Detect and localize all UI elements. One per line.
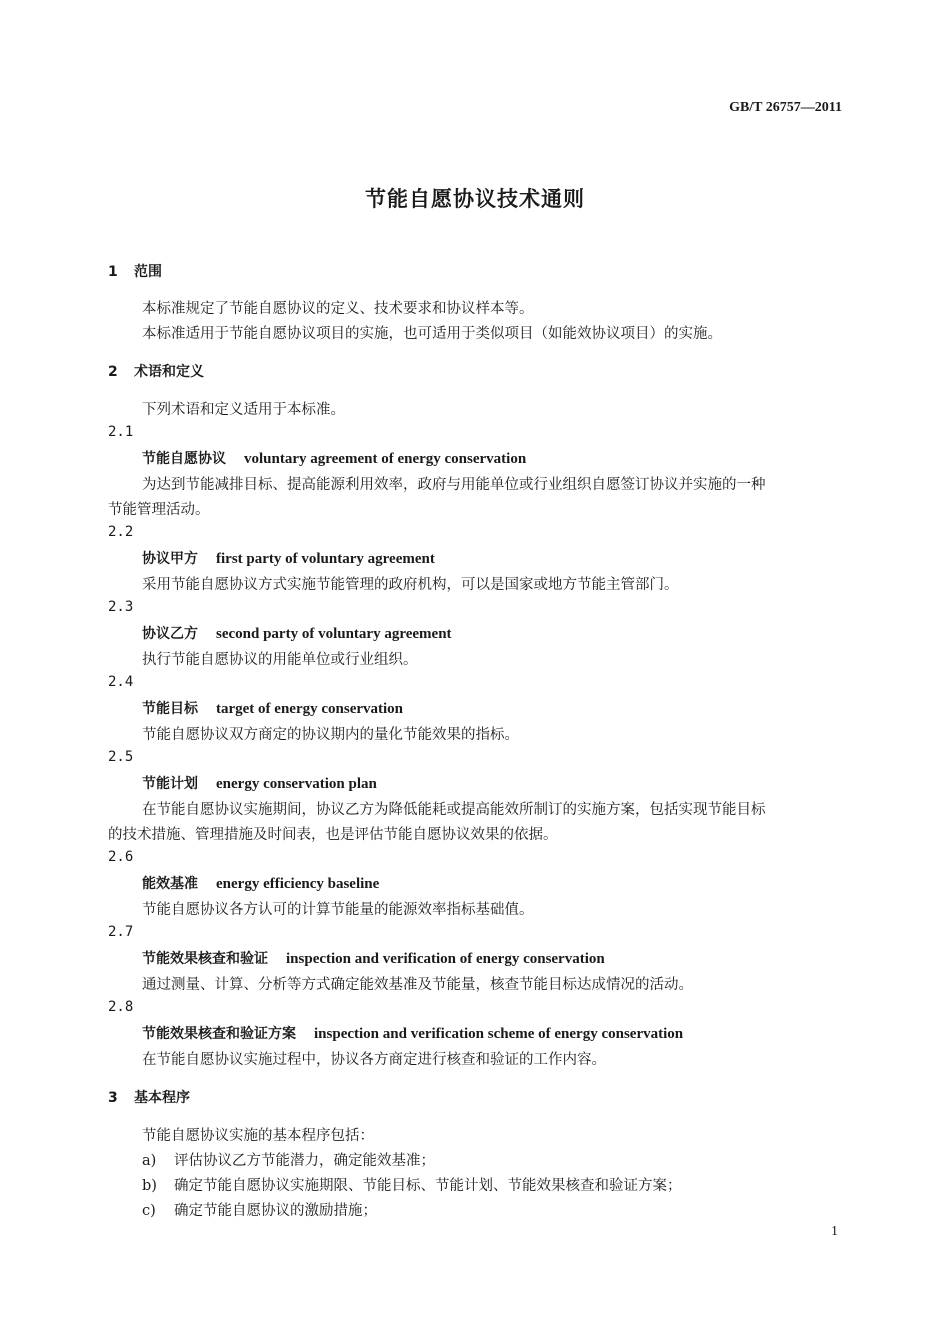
term-cn: 能效基准 [142,876,198,892]
term-en: voluntary agreement of energy conservation [244,451,527,467]
page-number: 1 [831,1224,838,1239]
list-item-text: 评估协议乙方节能潜力，确定能效基准； [174,1153,435,1169]
term-cn: 节能计划 [142,776,198,792]
term-heading [142,1023,683,1043]
section-title: 范围 [134,264,162,280]
list-item-text: 确定节能自愿协议的激励措施； [174,1203,377,1219]
paragraph: 本标准规定了节能自愿协议的定义、技术要求和协议样本等。 [142,301,534,317]
term-heading [142,548,435,568]
term-definition: 通过测量、计算、分析等方式确定能效基准及节能量，核查节能目标达成情况的活动。 [142,977,693,993]
clause-number: 2.1 [108,424,134,440]
list-item [142,1149,435,1170]
list-item [142,1199,377,1220]
term-en: energy conservation plan [216,776,377,792]
paragraph: 下列术语和定义适用于本标准。 [142,402,345,418]
clause-number: 2.6 [108,849,134,865]
section-number: 3 [108,1090,118,1106]
term-definition: 在节能自愿协议实施过程中，协议各方商定进行核查和验证的工作内容。 [142,1052,606,1068]
term-cn: 协议甲方 [142,551,198,567]
clause-number: 2.4 [108,674,134,690]
term-definition: 节能自愿协议各方认可的计算节能量的能源效率指标基础值。 [142,902,534,918]
term-definition: 执行节能自愿协议的用能单位或行业组织。 [142,652,418,668]
term-en: target of energy conservation [216,701,404,717]
paragraph: 节能自愿协议实施的基本程序包括： [142,1128,374,1144]
section-heading-1 [108,261,162,281]
term-en: energy efficiency baseline [216,876,380,892]
term-en: first party of voluntary agreement [216,551,435,567]
document-title: 节能自愿协议技术通则 [365,187,585,211]
list-item-label: c) [142,1203,156,1219]
section-heading-2 [108,361,204,381]
term-cn: 协议乙方 [142,626,198,642]
term-en: inspection and verification of energy conservation [286,951,605,967]
term-cn: 节能自愿协议 [142,451,226,467]
clause-number: 2.5 [108,749,134,765]
term-cn: 节能效果核查和验证 [142,951,268,967]
section-title: 基本程序 [134,1090,190,1106]
term-en: inspection and verification scheme of energy conservation [314,1026,684,1042]
standard-code: GB/T 26757—2011 [729,100,842,115]
section-heading-3 [108,1087,190,1107]
section-number: 2 [108,364,118,380]
clause-number: 2.8 [108,999,134,1015]
term-heading [142,698,403,718]
section-number: 1 [108,264,118,280]
list-item-label: b) [142,1178,157,1194]
term-heading [142,448,526,468]
term-definition-continued: 节能管理活动。 [108,502,210,518]
paragraph: 本标准适用于节能自愿协议项目的实施，也可适用于类似项目（如能效协议项目）的实施。 [142,326,722,342]
term-heading [142,623,452,643]
term-definition: 采用节能自愿协议方式实施节能管理的政府机构，可以是国家或地方节能主管部门。 [142,577,679,593]
term-en: second party of voluntary agreement [216,626,452,642]
clause-number: 2.3 [108,599,134,615]
term-cn: 节能效果核查和验证方案 [142,1026,296,1042]
term-definition: 在节能自愿协议实施期间，协议乙方为降低能耗或提高能效所制订的实施方案，包括实现节能目标 [142,802,766,818]
term-definition-continued: 的技术措施、管理措施及时间表，也是评估节能自愿协议效果的依据。 [108,827,558,843]
section-title: 术语和定义 [134,364,204,380]
clause-number: 2.7 [108,924,134,940]
term-cn: 节能目标 [142,701,198,717]
term-heading [142,873,379,893]
term-heading [142,948,605,968]
clause-number: 2.2 [108,524,134,540]
term-definition: 为达到节能减排目标、提高能源利用效率，政府与用能单位或行业组织自愿签订协议并实施的一种 [142,477,766,493]
list-item-label: a) [142,1153,157,1169]
list-item-text: 确定节能自愿协议实施期限、节能目标、节能计划、节能效果核查和验证方案； [174,1178,682,1194]
term-heading [142,773,377,793]
term-definition: 节能自愿协议双方商定的协议期内的量化节能效果的指标。 [142,727,519,743]
list-item [142,1174,682,1195]
